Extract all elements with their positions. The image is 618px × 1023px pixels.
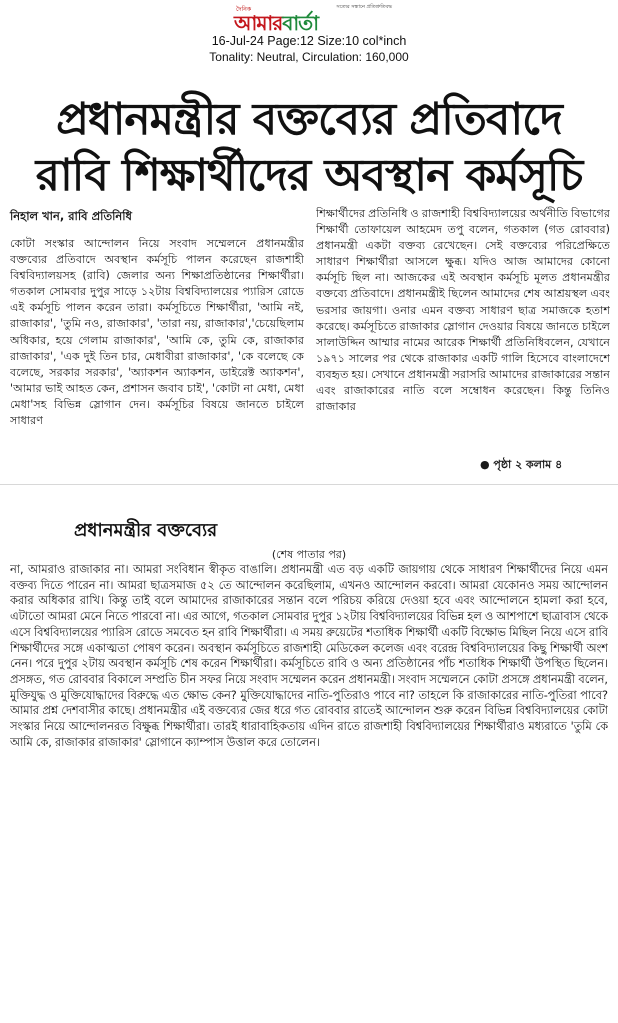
headline-line-1: প্রধানমন্ত্রীর বক্তব্যের প্রতিবাদে [56, 94, 562, 145]
newspaper-logo [228, 4, 392, 35]
continuation-body [10, 562, 608, 1020]
logo-small-text: দৈনিক [236, 6, 252, 13]
masthead [0, 0, 618, 66]
byline: নিহাল খান, রাবি প্রতিনিধি [10, 209, 132, 223]
continuation-title: প্রধানমন্ত্রীর বক্তব্যের [74, 520, 218, 541]
section-divider [0, 484, 618, 485]
article-column-1-text: কোটা সংস্কার আন্দোলন নিয়ে সংবাদ সম্মেলনে প্রধানমন্ত্রীর বক্তব্যের প্রতিবাদে অবস্থান কর্মসূচি পালন করেছেন রাজশাহী বিশ্ববিদ্যালয়সহ (রাবি) জেলার অন্য শিক্ষাপ্রতিষ্ঠানের শিক্ষার্থীরা। গতকাল সোমবার দুপুর সাড়ে ১২টায় বিশ্ববিদ্যালয়ের প্যারিস রোডে এই কর্মসূচি পালন করেন তারা। কর্মসূচিতে শিক্ষার্থীরা, 'আমি নই, রাজাকার', 'তুমি নও, রাজাকার', 'তারা নয়, রাজাকার','চেয়েছিলাম অধিকার, হয়ে গেলাম রাজাকার', 'আমি কে, তুমি কে, রাজাকার রাজাকার', 'এক দুই তিন চার, মেধাবীরা রাজাকার', 'কে বলেছে কে বলেছে, সরকার সরকার', 'অ্যাকশন অ্যাকশন, ডাইরেক্ট অ্যাকশন', 'আমার ভাই আহত কেন, প্রশাসন জবাব চাই', 'কোটা না মেধা, মেধা মেধা'সহ বিভিন্ন স্লোগান দেন। কর্মসূচির বিষয়ে জানতে চাইলে সাধারণ [10, 237, 304, 428]
article-column-2 [316, 206, 610, 466]
logo-tagline: সত্যের সন্ধানে প্রতিশ্রুতিবদ্ধ [336, 4, 392, 10]
clipping-meta-date: 16-Jul-24 Page:12 Size:10 col*inch [211, 34, 407, 48]
article-column-1 [10, 236, 304, 476]
continuation-body-text: না, আমরাও রাজাকার না। আমরা সংবিধান স্বীকৃত বাঙালি। প্রধানমন্ত্রী এত বড় একটি জায়গায় থেকে সাধারণ শিক্ষার্থীদের নিয়ে এমন বক্তব্য দিতে পারেন না। আমরা ছাত্রসমাজ ৫২ তে আন্দোলন করেছিলাম, এখনও আন্দোলন করবো। আমরা যেকোনও সময় আন্দোলন করার অধিকার রাখি। কিন্তু তাই বলে আমাদের রাজাকারের সন্তান বলে পরিচয় করিয়ে দেওয়া হবে এবং আন্দোলনে হামলা করা হবে, এটাতো আমরা মেনে নিতে পারবো না। এর আগে, গতকাল সোমবার দুপুর ১২টায় বিশ্ববিদ্যালয়ের বিভিন্ন হল ও আশপাশে ছাত্রাবাস থেকে এসে বিশ্ববিদ্যালয়ের প্যারিস রোডে সমবেত হন রাবি শিক্ষার্থীরা। এ সময় রুয়েটের শতাধিক শিক্ষার্থী একটি বিক্ষোভ মিছিল নিয়ে এসে রাবি শিক্ষার্থীদের সঙ্গে একাত্মতা পোষণ করেন। অবস্থান কর্মসূচিতে রাজশাহী মেডিকেল কলেজ এবং বরেন্দ্র বিশ্ববিদ্যালয়ের কিছু শিক্ষার্থী অংশ নেন। পরে দুপুর ২টায় অবস্থান কর্মসূচি শেষ করেন শিক্ষার্থীরা। কর্মসূচিতে রাবি ও অন্য প্রতিষ্ঠানের পাঁচ শতাধিক শিক্ষার্থী উপস্থিত ছিলেন। প্রসঙ্গত, গত রোববার বিকালে সম্প্রতি চীন সফর নিয়ে সংবাদ সম্মেলন করেন প্রধানমন্ত্রী। সংবাদ সম্মেলনে কোটা প্রসঙ্গে প্রধানমন্ত্রী বলেন, মুক্তিযুদ্ধ ও মুক্তিযোদ্ধাদের বিরুদ্ধে এত ক্ষোভ কেন? মুক্তিযোদ্ধাদের নাতি-পুতিরাও পাবে না? তাহলে কি রাজাকারের নাতি-পুতিরা পাবে? আমার প্রশ্ন দেশবাসীর কাছে। প্রধানমন্ত্রীর এই বক্তব্যের জের ধরে গত রোববার রাতেই আন্দোলন শুরু করেন বিভিন্ন বিশ্ববিদ্যালয়ের কোটা সংস্কার নিয়ে আন্দোলনরত বিক্ষুব্ধ শিক্ষার্থীরা। তারই ধারাবাহিকতায় এদিন রাতে রাজশাহী বিশ্ববিদ্যালয়ের শিক্ষার্থীরাও মধ্যরাতে 'তুমি কে আমি কে, রাজাকার রাজাকার' স্লোগানে ক্যাম্পাস উত্তাল করে তোলেন। [10, 563, 608, 749]
logo-wordmark-green: বার্তা [282, 11, 318, 35]
clipping-meta-tonality: Tonality: Neutral, Circulation: 160,000 [209, 50, 409, 64]
continuation-subtitle: (শেষ পাতার পর) [271, 548, 347, 561]
continue-reference: ● পৃষ্ঠা ২ কলাম ৪ [480, 458, 563, 471]
logo-wordmark-red: আমার [234, 11, 283, 35]
headline-line-2: রাবি শিক্ষার্থীদের অবস্থান কর্মসূচি [35, 150, 583, 201]
article-column-2-text: শিক্ষার্থীদের প্রতিনিধি ও রাজশাহী বিশ্ববিদ্যালয়ের অর্থনীতি বিভাগের শিক্ষার্থী তোফায়েল আহমেদ তপু বলেন, গতকাল (গত রোববার) প্রধানমন্ত্রী একটা বক্তব্য রেখেছেন। সেই বক্তব্যের পরিপ্রেক্ষিতে সাধারণ শিক্ষার্থীরা আসলে ক্ষুব্ধ। যদিও আজ আমাদের কোনো কর্মসূচি ছিল না। আজকের এই অবস্থান কর্মসূচি মূলত প্রধানমন্ত্রীর বক্তব্যে প্রতিবাদে। প্রধানমন্ত্রীই ছিলেন আমাদের শেষ আশ্রয়স্থল এবং ভরসার জায়গা। ওনার এমন বক্তব্য সাধারণ ছাত্র সমাজকে হতাশ করেছে। কর্মসূচিতে রাজাকার স্লোগান দেওয়ার বিষয়ে জানতে চাইলে সালাউদ্দিন আম্মার নামের আরেক শিক্ষার্থী প্রতিনিধিবলেন, যেখানে ১৯৭১ সালের পর থেকে রাজাকার একটি গালি হিসেবে বাংলাদেশে ব্যবহৃত হয়। সেখানে প্রধানমন্ত্রী সরাসরি আমাদের রাজাকারের সন্তান এবং রাজাকারের নাতি বলে সম্বোধন করেছেন। কিন্তু তিনিও রাজাকার [316, 207, 610, 414]
